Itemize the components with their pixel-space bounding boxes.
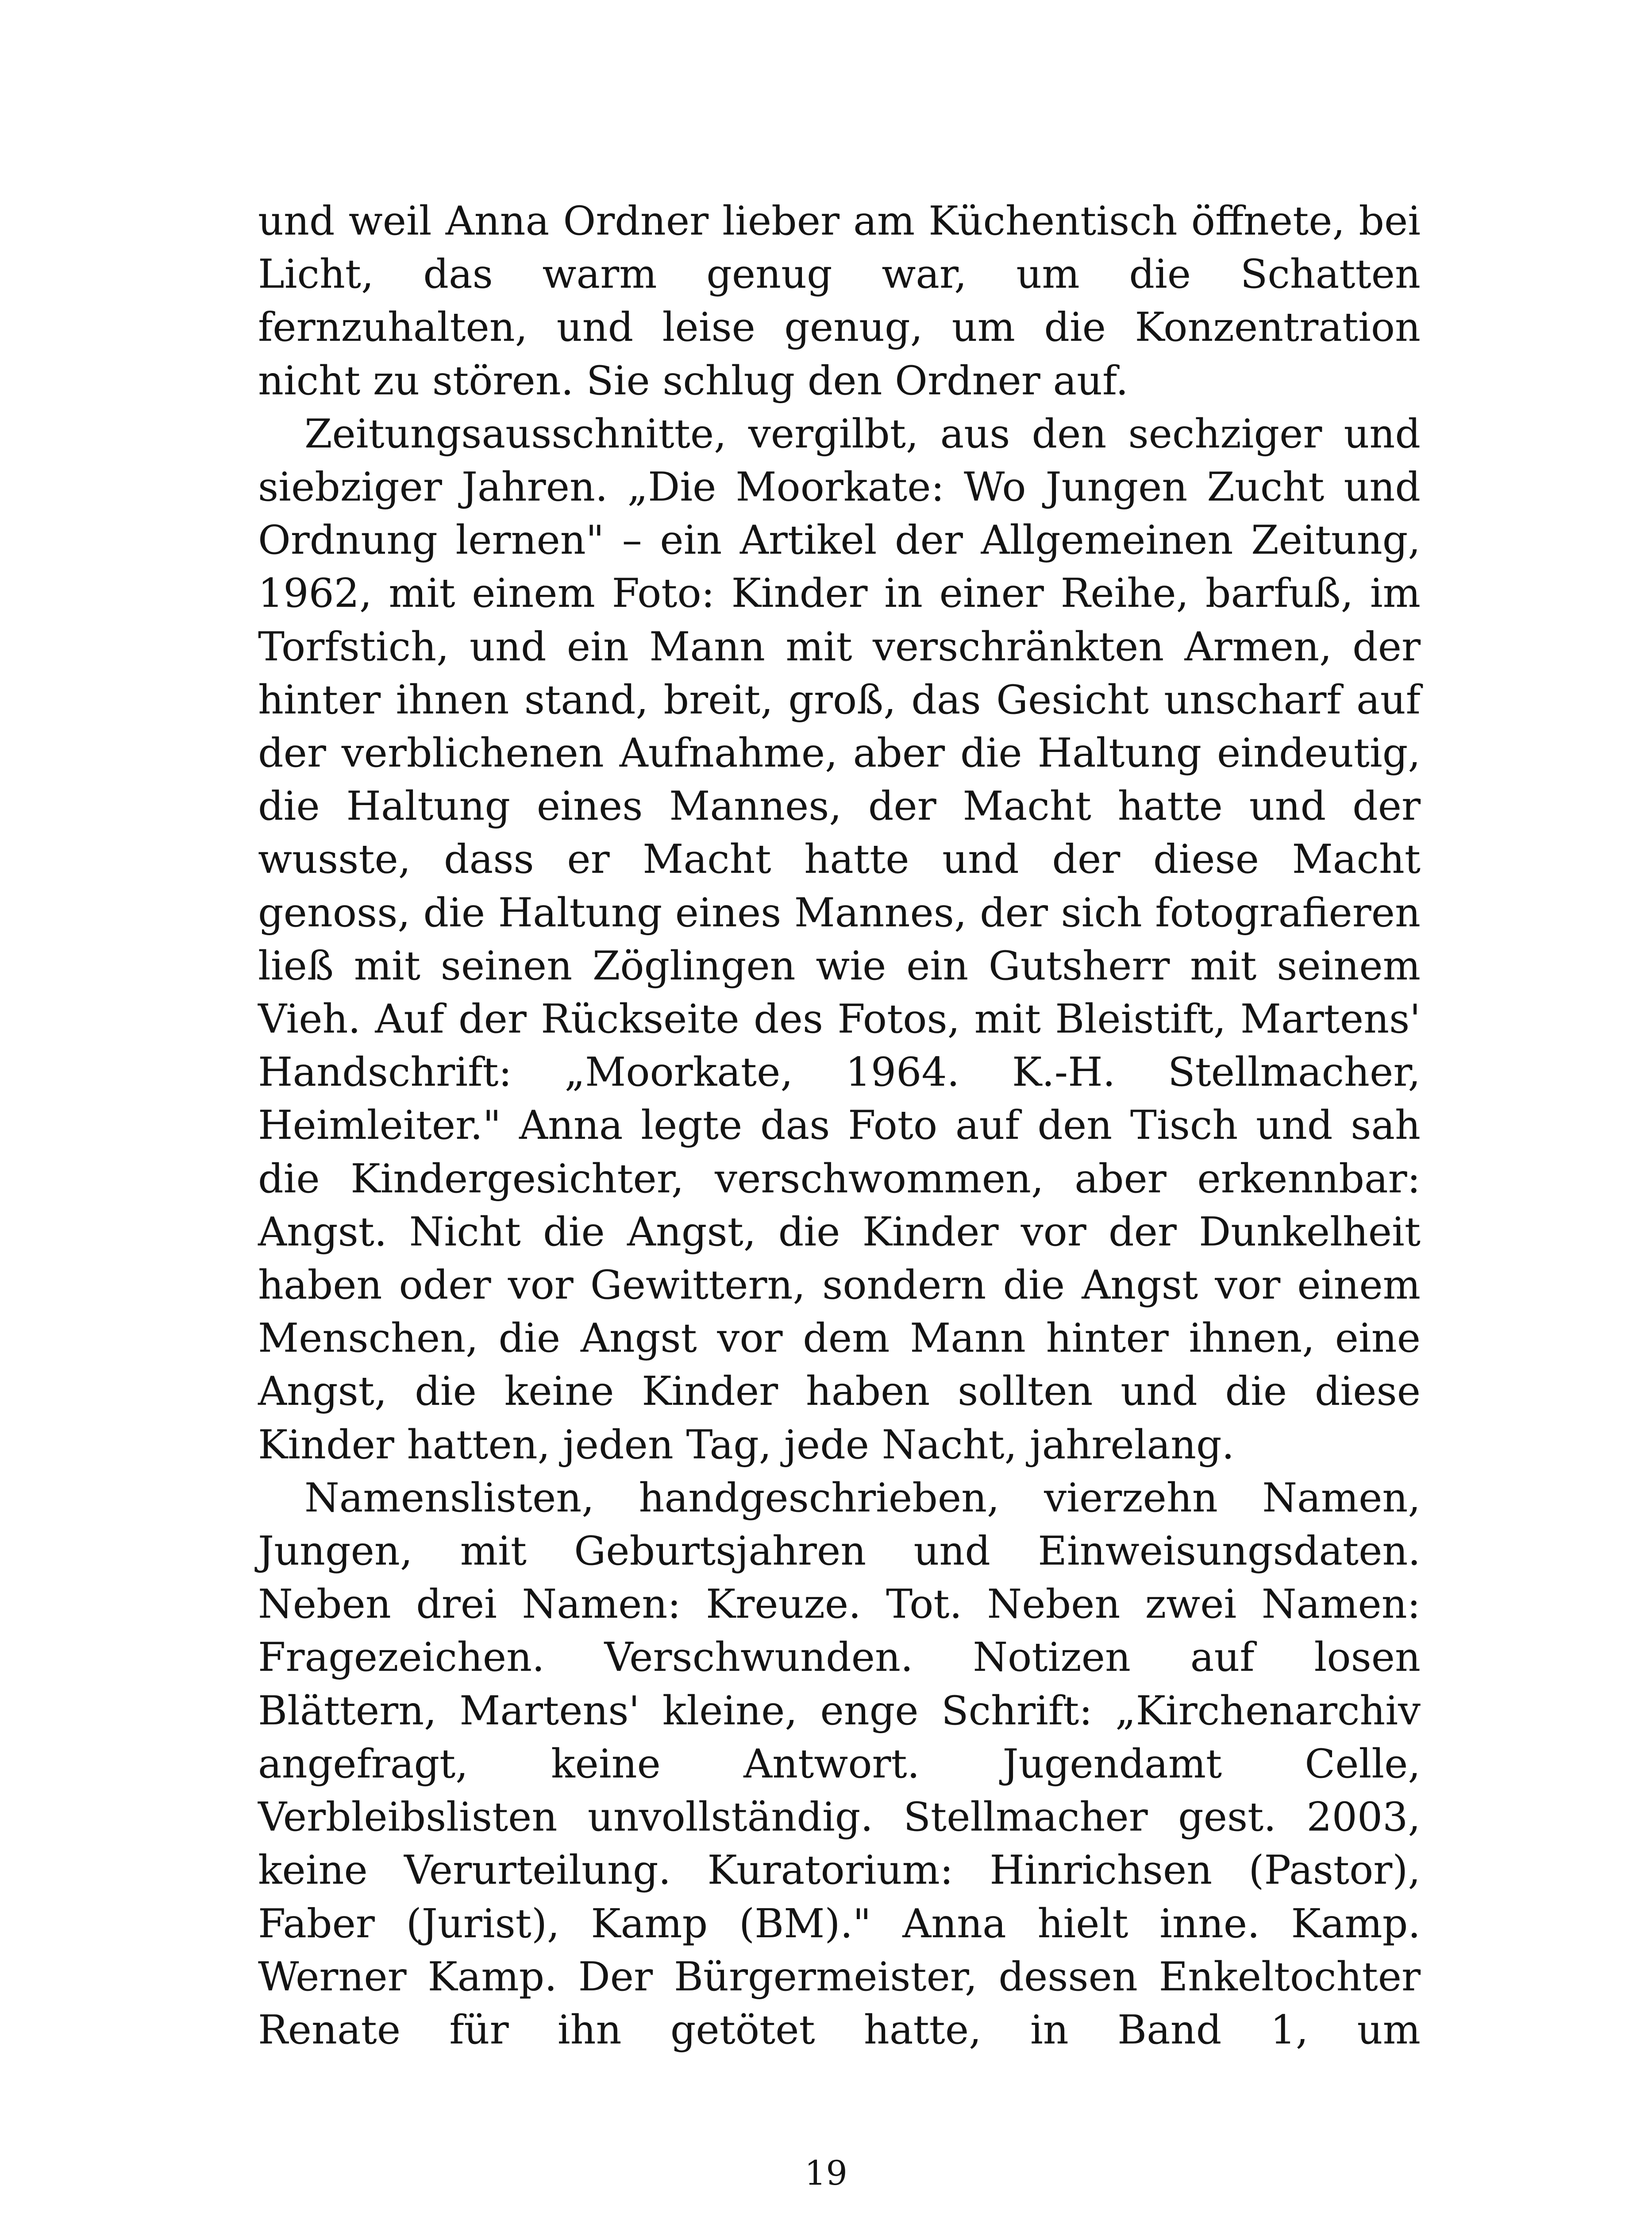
paragraph-newspaper-clippings: Zeitungsausschnitte, vergilbt, aus den sechziger und siebziger Jahren. „Die Moorkate: Wo Jungen Zucht und Ordnung lernen" – ein Artikel der Allgemeinen Zeitung, 1962, mit einem Foto: Kinder in einer Reihe, barfuß, im Torfstich, und ein Mann mit verschränkten Armen, der hinter ihnen stand, breit, groß, das Gesicht unscharf auf der verblichenen Aufnahme, aber die Haltung eindeutig, die Haltung eines Mannes, der Macht hatte und der wusste, dass er Macht hatte und der diese Macht genoss, die Haltung eines Mannes, der sich fotografieren ließ mit seinen Zöglingen wie ein Gutsherr mit seinem Vieh. Auf der Rückseite des Fotos, mit Bleistift, Martens' Handschrift: „Moorkate, 1964. K.-H. Stellmacher, Heimleiter." Anna legte das Foto auf den Tisch und sah die Kindergesichter, verschwommen, aber erkennbar: Angst. Nicht die Angst, die Kinder vor der Dunkelheit haben oder vor Gewittern, sondern die Angst vor einem Menschen, die Angst vor dem Mann hinter ihnen, eine Angst, die keine Kinder haben sollten und die diese Kinder hatten, jeden Tag, jede Nacht, jahrelang. <box>258 410 1421 1468</box>
body-text <box>258 195 1421 2057</box>
paragraph-continuation: und weil Anna Ordner lieber am Küchentisch öffnete, bei Licht, das warm genug war, um die Schatten fernzuhalten, und leise genug, um die Konzentration nicht zu stören. Sie schlug den Ordner auf. <box>258 198 1421 404</box>
page-number: 19 <box>805 2153 847 2193</box>
paragraph-name-lists: Namenslisten, handgeschrieben, vierzehn Namen, Jungen, mit Geburtsjahren und Einweisungsdaten. Neben drei Namen: Kreuze. Tot. Neben zwei Namen: Fragezeichen. Verschwunden. Notizen auf losen Blättern, Martens' kleine, enge Schrift: „Kirchenarchiv angefragt, keine Antwort. Jugendamt Celle, Verbleibslisten unvollständig. Stellmacher gest. 2003, keine Verurteilung. Kuratorium: Hinrichsen (Pastor), Faber (Jurist), Kamp (BM)." Anna hielt inne. Kamp. Werner Kamp. Der Bürgermeister, dessen Enkeltochter Renate für ihn getötet hatte, in Band 1, um <box>258 1474 1421 2053</box>
